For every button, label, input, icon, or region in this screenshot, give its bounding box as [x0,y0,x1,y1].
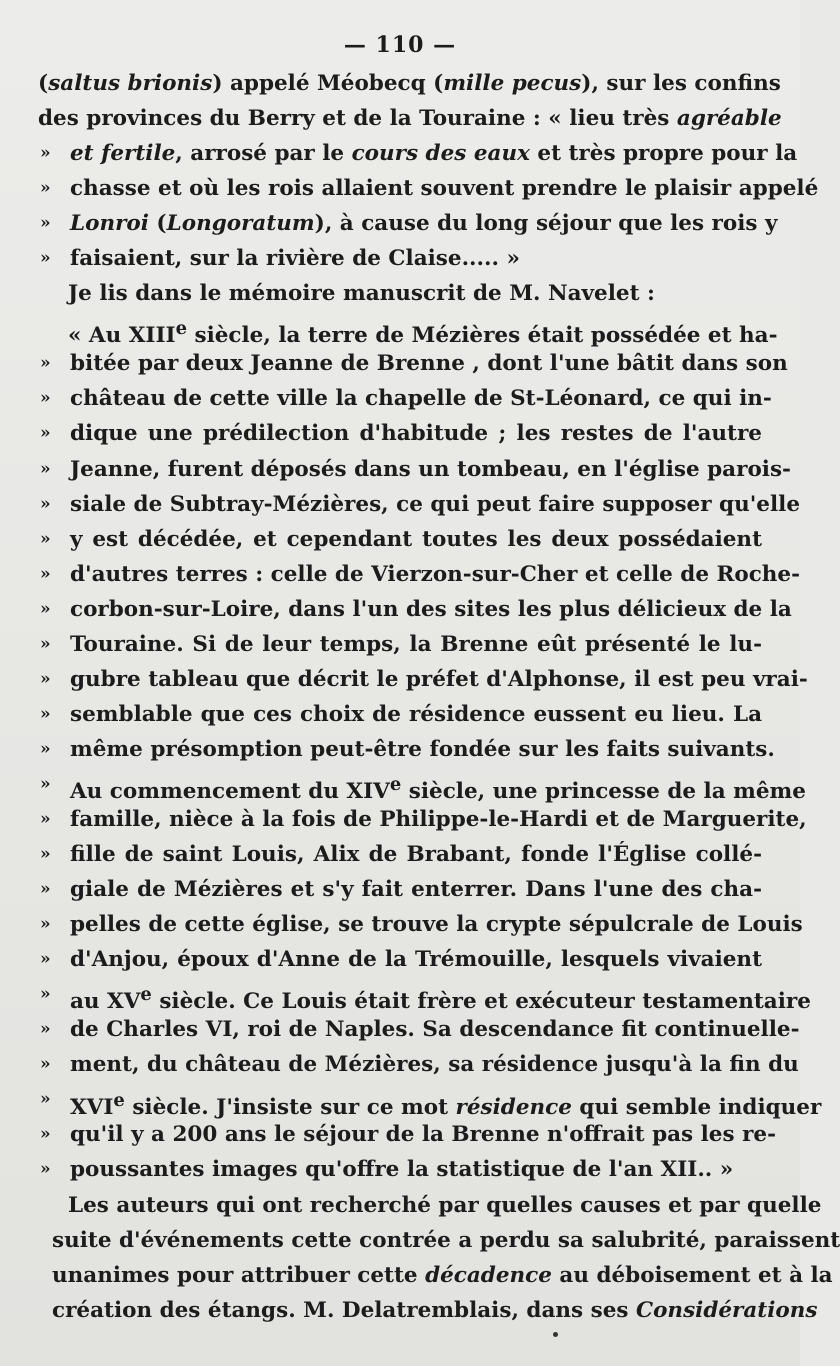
line-text: fille de saint Louis, Alix de Brabant, fonde l'Église collé- [70,842,762,868]
line-text: famille, nièce à la fois de Philippe-le-Hardi et de Marguerite, [70,806,807,832]
line-text: pelles de cette église, se trouve la crypte sépulcrale de Louis [70,912,803,938]
line-text: d'autres terres : celle de Vierzon-sur-Cher et celle de Roche- [70,561,801,587]
text-line [38,872,762,907]
line-text: même présomption peut-être fondée sur les faits suivants. [70,736,775,762]
text-line [38,206,778,241]
line-text: giale de Mézières et s'y fait enterrer. Dans l'une des cha- [70,877,762,903]
page-number: — 110 — [343,32,457,58]
line-text: création des étangs. M. Delatremblais, dans ses Considérations [52,1297,818,1323]
text-line [38,452,791,487]
guillemet-mark: » [40,1159,51,1180]
line-text: bitée par deux Jeanne de Brenne , dont l'une bâtit dans son [70,351,788,377]
line-text: des provinces du Berry et de la Touraine : « lieu très agréable [38,106,782,132]
line-text: corbon-sur-Loire, dans l'un des sites les plus délicieux de la [70,596,792,622]
line-text: qu'il y a 200 ans le séjour de la Brenne n'offrait pas les re- [70,1122,777,1148]
text-line [38,1012,800,1047]
guillemet-mark: » [40,1124,51,1145]
text-line [38,66,781,101]
line-text: suite d'événements cette contrée a perdu sa salubrité, paraissent [52,1227,840,1253]
guillemet-mark: » [40,353,51,374]
ink-dot [553,1332,558,1337]
guillemet-mark: » [40,1054,51,1075]
line-text: (saltus brionis) appelé Méobecq (mille pecus), sur les confins [38,71,781,96]
guillemet-mark: » [40,949,51,970]
text-line [38,1258,833,1293]
text-line [38,416,762,451]
line-text: dique une prédilection d'habitude ; les restes de l'autre [70,421,762,447]
text-line [38,662,808,697]
text-line [38,837,762,872]
text-line [38,732,775,767]
guillemet-mark: » [40,703,51,724]
guillemet-mark: » [40,388,51,409]
text-line [38,977,811,1015]
line-text: Au commencement du XIVe siècle, une princesse de la même [70,773,806,805]
text-line [38,592,792,627]
text-line [38,627,762,662]
text-line [38,522,762,557]
text-line [38,311,778,349]
text-line [38,1293,818,1328]
text-line [38,1047,799,1082]
line-text: Touraine. Si de leur temps, la Brenne eût présenté le lu- [70,631,762,657]
text-line [38,942,762,977]
guillemet-mark: » [40,563,51,584]
line-text: gubre tableau que décrit le préfet d'Alphonse, il est peu vrai- [70,666,808,692]
guillemet-mark: » [40,738,51,759]
line-text: semblable que ces choix de résidence eussent eu lieu. La [70,701,762,727]
line-text: de Charles VI, roi de Naples. Sa descendance fit continuelle- [70,1017,800,1043]
guillemet-mark: » [40,423,51,444]
guillemet-mark: » [40,633,51,654]
guillemet-mark: » [40,1089,51,1110]
guillemet-mark: » [40,248,51,269]
line-text: y est décédée, et cependant toutes les deux possédaient [70,526,762,552]
guillemet-mark: » [40,844,51,865]
text-line [38,1152,762,1187]
text-line [38,802,807,837]
line-text: ment, du château de Mézières, sa résidence jusqu'à la fin du [70,1052,799,1078]
guillemet-mark: » [40,668,51,689]
text-line [38,907,803,942]
text-line [38,346,788,381]
guillemet-mark: » [40,458,51,479]
line-text: XVIe siècle. J'insiste sur ce mot résidence qui semble indiquer [70,1089,822,1120]
guillemet-mark: » [40,143,51,164]
text-line [38,1117,777,1152]
text-line [38,1223,840,1258]
text-line [38,381,772,416]
line-text: et fertile, arrosé par le cours des eaux et très propre pour la [70,141,798,167]
line-text: unanimes pour attribuer cette décadence au déboisement et à la [52,1262,833,1288]
guillemet-mark: » [40,213,51,234]
line-text: Je lis dans le mémoire manuscrit de M. Navelet : [68,281,655,307]
text-line [38,276,762,311]
line-text: château de cette ville la chapelle de St-Léonard, ce qui in- [70,386,772,412]
line-text: au XVe siècle. Ce Louis était frère et exécuteur testamentaire [70,984,811,1015]
text-line [38,767,806,805]
line-text: faisaient, sur la rivière de Claise..... » [70,246,520,272]
text-line [38,487,800,522]
text-line [38,136,798,171]
body-text [38,66,840,1328]
guillemet-mark: » [40,598,51,619]
line-text: siale de Subtray-Mézières, ce qui peut faire supposer qu'elle [70,491,800,517]
guillemet-mark: » [40,879,51,900]
line-text: poussantes images qu'offre la statistique de l'an XII.. » [70,1157,734,1183]
guillemet-mark: » [40,528,51,549]
line-text: chasse et où les rois allaient souvent prendre le plaisir appelé [70,176,819,202]
line-text: d'Anjou, époux d'Anne de la Trémouille, lesquels vivaient [70,947,762,973]
text-line [38,1188,822,1223]
text-line [38,101,782,136]
guillemet-mark: » [40,1019,51,1040]
text-line [38,1082,822,1120]
guillemet-mark: » [40,178,51,199]
text-line [38,697,762,732]
guillemet-mark: » [40,984,51,1005]
text-line [38,241,762,276]
guillemet-mark: » [40,914,51,935]
line-text: Jeanne, furent déposés dans un tombeau, en l'église parois- [70,456,791,482]
guillemet-mark: » [40,493,51,514]
line-text: Lonroi (Longoratum), à cause du long séjour que les rois y [70,211,778,237]
line-text: Les auteurs qui ont recherché par quelles causes et par quelle [68,1192,822,1218]
line-text: « Au XIIIe siècle, la terre de Mézières était possédée et ha- [68,318,778,349]
text-line [38,171,819,206]
guillemet-mark: » [40,773,51,794]
guillemet-mark: » [40,808,51,829]
text-line [38,557,801,592]
